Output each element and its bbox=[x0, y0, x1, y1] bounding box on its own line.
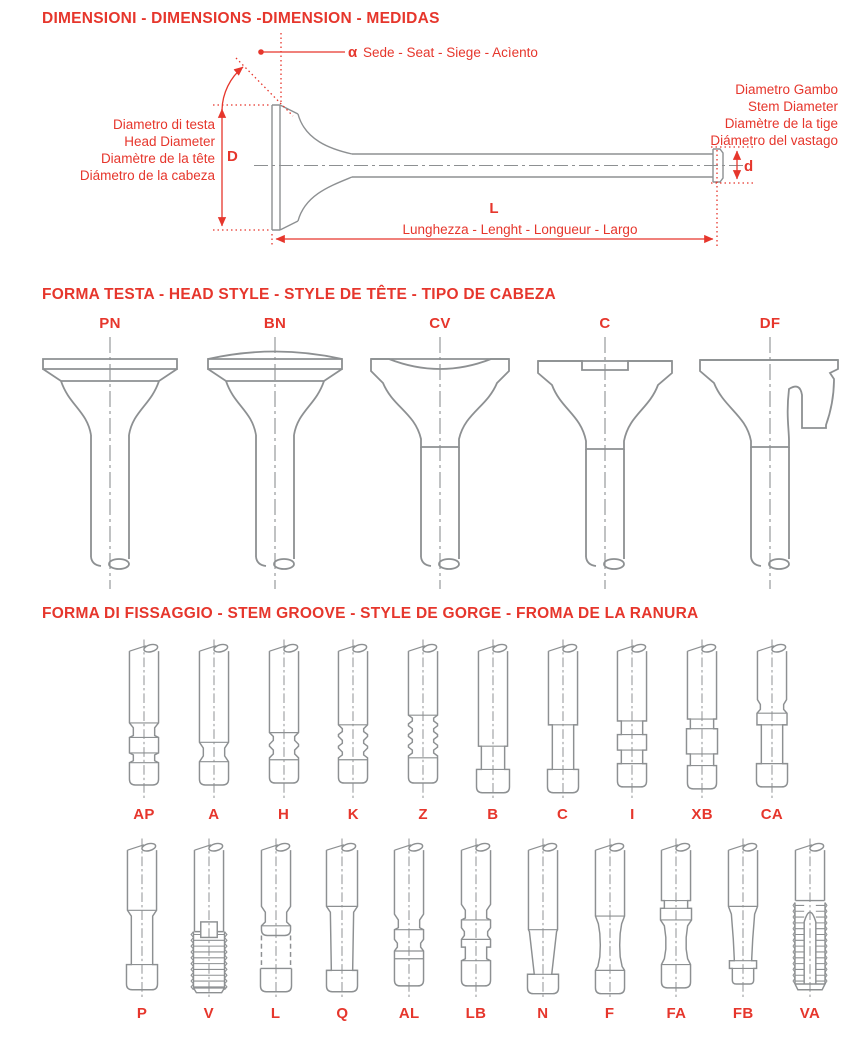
dimension-lines bbox=[213, 33, 754, 247]
stem-groove-figure-i bbox=[600, 637, 664, 824]
stem-groove-figure-h bbox=[252, 637, 316, 824]
stem-groove-I-drawing bbox=[600, 637, 664, 803]
stem-groove-label: Q bbox=[336, 1005, 349, 1022]
head-style-C-drawing bbox=[530, 335, 680, 593]
stem-groove-figure-v bbox=[177, 836, 241, 1023]
stem-groove-figure-z bbox=[391, 637, 455, 824]
head-style-label: BN bbox=[263, 315, 287, 332]
stem-groove-label: N bbox=[537, 1005, 549, 1022]
stem-groove-Q-drawing bbox=[310, 836, 374, 1002]
stem-diameter-symbol: d bbox=[744, 158, 754, 175]
stem-groove-section-title: FORMA DI FISSAGGIO - STEM GROOVE - STYLE DE GORGE - FROMA DE LA RANURA bbox=[42, 605, 699, 622]
stem-groove-label: H bbox=[277, 806, 290, 823]
head-style-figure-pn bbox=[35, 314, 185, 593]
stem-groove-figure-f bbox=[578, 836, 642, 1023]
stem-groove-figure-k bbox=[321, 637, 385, 824]
stem-groove-AP-drawing bbox=[112, 637, 176, 803]
stem-groove-label: XB bbox=[691, 806, 713, 823]
stem-groove-figure-fa bbox=[644, 836, 708, 1023]
stem-groove-figure-p bbox=[110, 836, 174, 1023]
svg-text:Diamètre de la tige: Diamètre de la tige bbox=[724, 116, 838, 131]
stem-groove-figure-c bbox=[531, 637, 595, 824]
stem-groove-AL-drawing bbox=[377, 836, 441, 1002]
head-style-figure-bn bbox=[200, 314, 350, 593]
stem-groove-label: I bbox=[630, 806, 635, 823]
stem-groove-label: AP bbox=[133, 806, 155, 823]
head-style-label: C bbox=[599, 315, 611, 332]
svg-text:Head Diameter: Head Diameter bbox=[124, 134, 215, 149]
valve-side-view-drawing bbox=[254, 105, 746, 230]
stem-groove-label: L bbox=[270, 1005, 281, 1022]
stem-diameter-label-block bbox=[710, 82, 838, 148]
stem-groove-figure-n bbox=[511, 836, 575, 1023]
head-style-label: PN bbox=[99, 315, 121, 332]
stem-groove-Z-drawing bbox=[391, 637, 455, 803]
stem-groove-label: LB bbox=[465, 1005, 487, 1022]
alpha-symbol: α bbox=[348, 44, 358, 61]
head-style-BN-drawing bbox=[200, 335, 350, 593]
head-style-row bbox=[0, 304, 860, 593]
stem-groove-FB-drawing bbox=[711, 836, 775, 1002]
stem-groove-V-drawing bbox=[177, 836, 241, 1002]
svg-text:Diamètre de la tête: Diamètre de la tête bbox=[100, 151, 215, 166]
stem-groove-label: P bbox=[136, 1005, 148, 1022]
stem-groove-figure-ca bbox=[740, 637, 804, 824]
stem-groove-B-drawing bbox=[461, 637, 525, 803]
stem-groove-H-drawing bbox=[252, 637, 316, 803]
stem-groove-LB-drawing bbox=[444, 836, 508, 1002]
length-symbol: L bbox=[489, 200, 499, 217]
stem-groove-P-drawing bbox=[110, 836, 174, 1002]
seat-angle-arc-arrow bbox=[222, 67, 243, 110]
stem-groove-row-1 bbox=[0, 623, 860, 824]
stem-groove-VA-drawing bbox=[778, 836, 842, 1002]
stem-groove-figure-lb bbox=[444, 836, 508, 1023]
head-style-CV-drawing bbox=[365, 335, 515, 593]
length-label: Lunghezza - Lenght - Longueur - Largo bbox=[402, 222, 638, 237]
stem-groove-label: A bbox=[208, 806, 220, 823]
svg-text:Diametro di testa: Diametro di testa bbox=[112, 117, 215, 132]
head-style-label: DF bbox=[759, 315, 781, 332]
stem-groove-C-drawing bbox=[531, 637, 595, 803]
head-style-PN-drawing bbox=[35, 335, 185, 593]
head-diameter-label-block bbox=[80, 117, 216, 183]
head-style-figure-cv bbox=[365, 314, 515, 593]
head-diameter-symbol: D bbox=[227, 148, 238, 165]
head-style-label: CV bbox=[429, 315, 451, 332]
stem-groove-figure-b bbox=[461, 637, 525, 824]
stem-groove-L-drawing bbox=[244, 836, 308, 1002]
stem-groove-label: FA bbox=[666, 1005, 687, 1022]
stem-groove-label: F bbox=[604, 1005, 615, 1022]
stem-groove-label: FB bbox=[732, 1005, 754, 1022]
stem-groove-label: V bbox=[203, 1005, 214, 1022]
stem-groove-XB-drawing bbox=[670, 637, 734, 803]
stem-groove-figure-va bbox=[778, 836, 842, 1023]
head-style-section-title: FORMA TESTA - HEAD STYLE - STYLE DE TÊTE - TIPO DE CABEZA bbox=[42, 286, 556, 303]
stem-groove-K-drawing bbox=[321, 637, 385, 803]
head-style-figure-df bbox=[695, 314, 845, 593]
stem-groove-label: CA bbox=[760, 806, 784, 823]
stem-groove-N-drawing bbox=[511, 836, 575, 1002]
seat-leader-dot bbox=[258, 49, 264, 55]
seat-label: Sede - Seat - Siege - Acìento bbox=[363, 45, 538, 60]
svg-text:Diametro Gambo: Diametro Gambo bbox=[735, 82, 838, 97]
svg-text:Diámetro del vastago: Diámetro del vastago bbox=[710, 133, 838, 148]
stem-groove-label: B bbox=[487, 806, 499, 823]
svg-text:Diámetro de la cabeza: Diámetro de la cabeza bbox=[79, 168, 215, 183]
dimensions-section-title: DIMENSIONI - DIMENSIONS -DIMENSION - MEDIDAS bbox=[42, 10, 440, 27]
svg-text:Stem Diameter: Stem Diameter bbox=[747, 99, 838, 114]
stem-groove-row-2 bbox=[0, 824, 860, 1023]
stem-groove-label: VA bbox=[799, 1005, 821, 1022]
stem-groove-CA-drawing bbox=[740, 637, 804, 803]
head-style-figure-c bbox=[530, 314, 680, 593]
stem-groove-label: AL bbox=[398, 1005, 420, 1022]
stem-groove-figure-fb bbox=[711, 836, 775, 1023]
valve-dimension-diagram bbox=[0, 28, 860, 258]
stem-groove-figure-ap bbox=[112, 637, 176, 824]
stem-groove-figure-a bbox=[182, 637, 246, 824]
head-style-DF-drawing bbox=[695, 335, 845, 593]
stem-groove-label: Z bbox=[418, 806, 428, 823]
stem-groove-FA-drawing bbox=[644, 836, 708, 1002]
stem-groove-figure-xb bbox=[670, 637, 734, 824]
stem-groove-figure-l bbox=[244, 836, 308, 1023]
stem-groove-label: K bbox=[347, 806, 359, 823]
stem-groove-figure-q bbox=[310, 836, 374, 1023]
stem-groove-label: C bbox=[557, 806, 569, 823]
stem-groove-figure-al bbox=[377, 836, 441, 1023]
stem-groove-A-drawing bbox=[182, 637, 246, 803]
stem-groove-F-drawing bbox=[578, 836, 642, 1002]
